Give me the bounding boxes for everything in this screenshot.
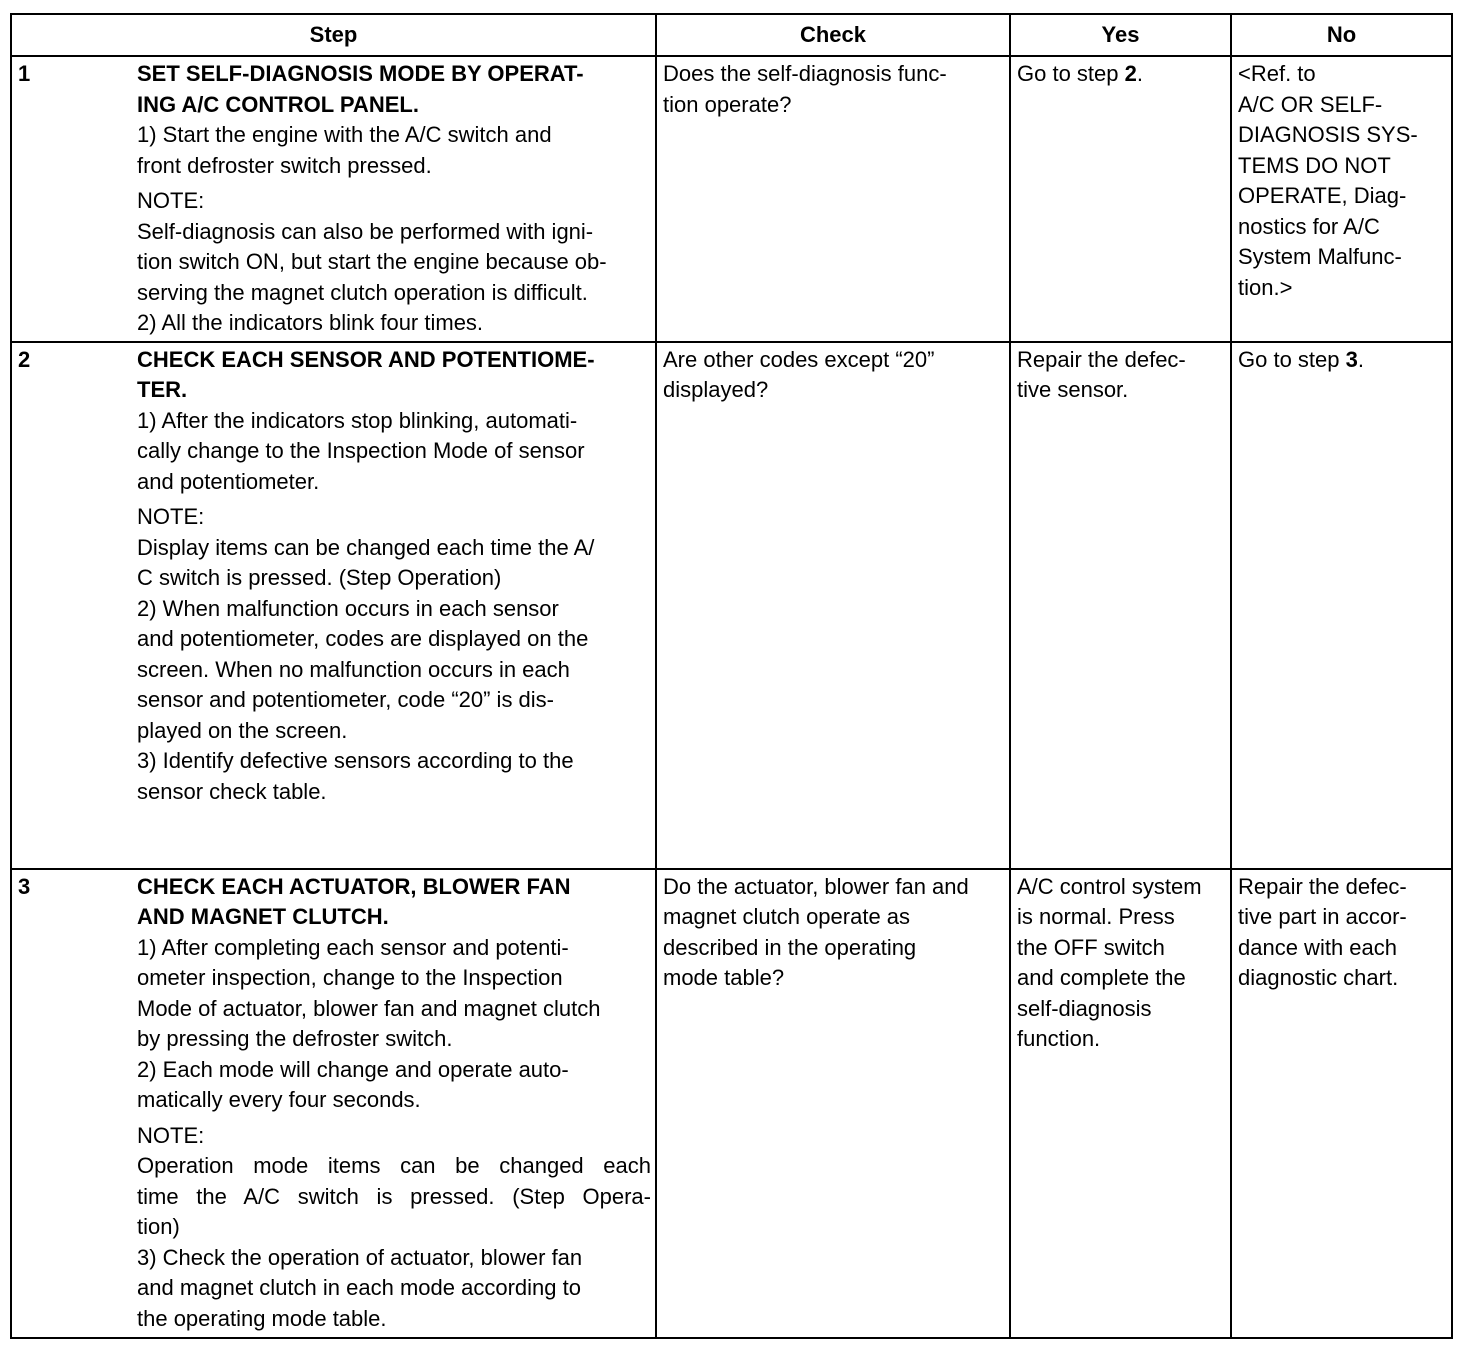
step-title-line: CHECK EACH SENSOR AND POTENTIOME- xyxy=(137,346,595,372)
step-title-line: ING A/C CONTROL PANEL. xyxy=(137,91,419,117)
table-row-step-3 xyxy=(11,869,1452,1338)
no-cell-3 xyxy=(1231,869,1452,1338)
header-yes: Yes xyxy=(1010,14,1231,56)
check-cell-1 xyxy=(656,56,1010,342)
step-text-line: sensor and potentiometer, code “20” is dis- xyxy=(137,687,555,712)
step-text-line: 2) All the indicators blink four times. xyxy=(137,310,484,335)
no-text-line: Repair the defec- xyxy=(1238,873,1407,899)
no-text-line: DIAGNOSIS SYS- xyxy=(1238,122,1418,147)
no-cell-1 xyxy=(1231,56,1452,342)
note-text-line: serving the magnet clutch operation is difficult. xyxy=(137,279,588,305)
yes-step-link: 2 xyxy=(1124,61,1137,86)
no-step-link: 3 xyxy=(1345,346,1358,372)
note-text-line: time the A/C switch is pressed. (Step Opera- xyxy=(137,1183,651,1209)
step-text-line: cally change to the Inspection Mode of sensor xyxy=(137,438,585,463)
step-text-line: 1) Start the engine with the A/C switch and xyxy=(137,122,552,147)
step-text-line: sensor check table. xyxy=(137,778,327,804)
yes-cell-2 xyxy=(1010,342,1231,869)
step-text-line: 2) When malfunction occurs in each sensor xyxy=(137,595,559,621)
step-text-line: and magnet clutch in each mode according to xyxy=(137,1275,581,1300)
yes-text-line: self-diagnosis xyxy=(1017,995,1152,1021)
check-text-line: Does the self-diagnosis func- xyxy=(663,61,947,86)
step-cell-2 xyxy=(11,342,656,869)
step-number: 1 xyxy=(18,61,31,86)
no-text-line xyxy=(1238,345,1445,376)
no-text-line: TEMS DO NOT xyxy=(1238,152,1391,178)
yes-cell-3 xyxy=(1010,869,1231,1338)
note-text-line: tion switch ON, but start the engine because ob- xyxy=(137,249,607,274)
step-text-line: Mode of actuator, blower fan and magnet clutch xyxy=(137,995,601,1021)
no-text-line: nostics for A/C xyxy=(1238,213,1380,239)
note-label: NOTE: xyxy=(137,1122,205,1148)
step-text-line: screen. When no malfunction occurs in each xyxy=(137,656,570,682)
step-text-line: by pressing the defroster switch. xyxy=(137,1026,453,1051)
step-text-line: and potentiometer. xyxy=(137,468,320,494)
note-label: NOTE: xyxy=(137,188,205,213)
table-row-step-1 xyxy=(11,56,1452,342)
step-number: 3 xyxy=(18,873,31,899)
step-text-line: 1) After the indicators stop blinking, automati- xyxy=(137,407,578,433)
step-cell-1 xyxy=(11,56,656,342)
no-text-line: OPERATE, Diag- xyxy=(1238,183,1407,208)
check-text-line: tion operate? xyxy=(663,91,792,117)
step-title-line: CHECK EACH ACTUATOR, BLOWER FAN xyxy=(137,873,571,899)
no-text-line: tion.> xyxy=(1238,274,1293,300)
check-text-line: Do the actuator, blower fan and xyxy=(663,873,969,899)
no-cell-2 xyxy=(1231,342,1452,869)
step-text-line: front defroster switch pressed. xyxy=(137,152,432,178)
header-no: No xyxy=(1231,14,1452,56)
step-text-line: 2) Each mode will change and operate auto- xyxy=(137,1056,569,1082)
yes-suffix: . xyxy=(1136,61,1143,86)
no-text-line: diagnostic chart. xyxy=(1238,965,1399,990)
troubleshooting-table xyxy=(10,13,1453,1339)
step-cell-3 xyxy=(11,869,656,1338)
step-text-line: ometer inspection, change to the Inspection xyxy=(137,965,563,990)
step-text-line: matically every four seconds. xyxy=(137,1087,421,1112)
step-title-line: SET SELF-DIAGNOSIS MODE BY OPERAT- xyxy=(137,61,584,86)
yes-prefix: Go to step xyxy=(1017,61,1125,86)
note-text-line: Display items can be changed each time the A/ xyxy=(137,534,595,560)
check-text-line: displayed? xyxy=(663,377,769,402)
note-text-line: tion) xyxy=(137,1214,180,1239)
header-check: Check xyxy=(656,14,1010,56)
step-text-line: played on the screen. xyxy=(137,717,348,743)
yes-text-line xyxy=(1017,59,1224,90)
step-text-line: 1) After completing each sensor and potenti- xyxy=(137,934,569,960)
no-text-line: A/C OR SELF- xyxy=(1238,91,1383,117)
yes-cell-1 xyxy=(1010,56,1231,342)
note-label: NOTE: xyxy=(137,504,205,529)
check-cell-3 xyxy=(656,869,1010,1338)
check-text-line: Are other codes except “20” xyxy=(663,346,935,372)
header-row xyxy=(11,14,1452,56)
yes-text-line: the OFF switch xyxy=(1017,934,1165,960)
step-text-line: the operating mode table. xyxy=(137,1305,387,1331)
step-body xyxy=(137,59,651,339)
step-text-line: and potentiometer, codes are displayed on the xyxy=(137,626,589,651)
step-text-line: 3) Identify defective sensors according to the xyxy=(137,748,574,773)
note-text-line: Self-diagnosis can also be performed with igni- xyxy=(137,218,594,244)
yes-text-line: A/C control system xyxy=(1017,873,1202,899)
yes-text-line: and complete the xyxy=(1017,965,1186,990)
step-title-line: AND MAGNET CLUTCH. xyxy=(137,904,389,929)
yes-text-line: Repair the defec- xyxy=(1017,346,1186,372)
note-text-line: C switch is pressed. (Step Operation) xyxy=(137,565,502,590)
check-text-line: mode table? xyxy=(663,965,785,990)
no-text-line: tive part in accor- xyxy=(1238,904,1407,929)
step-title-line: TER. xyxy=(137,377,188,402)
check-text-line: magnet clutch operate as xyxy=(663,904,911,929)
table-row-step-2 xyxy=(11,342,1452,869)
yes-text-line: function. xyxy=(1017,1026,1101,1051)
step-body xyxy=(137,872,651,1335)
no-text-line: dance with each xyxy=(1238,934,1397,960)
step-number: 2 xyxy=(18,346,31,372)
check-cell-2 xyxy=(656,342,1010,869)
header-step: Step xyxy=(11,14,656,56)
yes-text-line: tive sensor. xyxy=(1017,377,1129,402)
note-text-line: Operation mode items can be changed each xyxy=(137,1153,651,1178)
check-text-line: described in the operating xyxy=(663,934,917,960)
no-text-line: System Malfunc- xyxy=(1238,244,1402,269)
yes-text-line: is normal. Press xyxy=(1017,904,1175,929)
no-suffix: . xyxy=(1357,346,1364,372)
step-text-line: 3) Check the operation of actuator, blower fan xyxy=(137,1244,583,1270)
step-body xyxy=(137,345,651,808)
no-text-line: <Ref. to xyxy=(1238,61,1316,86)
no-prefix: Go to step xyxy=(1238,346,1346,372)
